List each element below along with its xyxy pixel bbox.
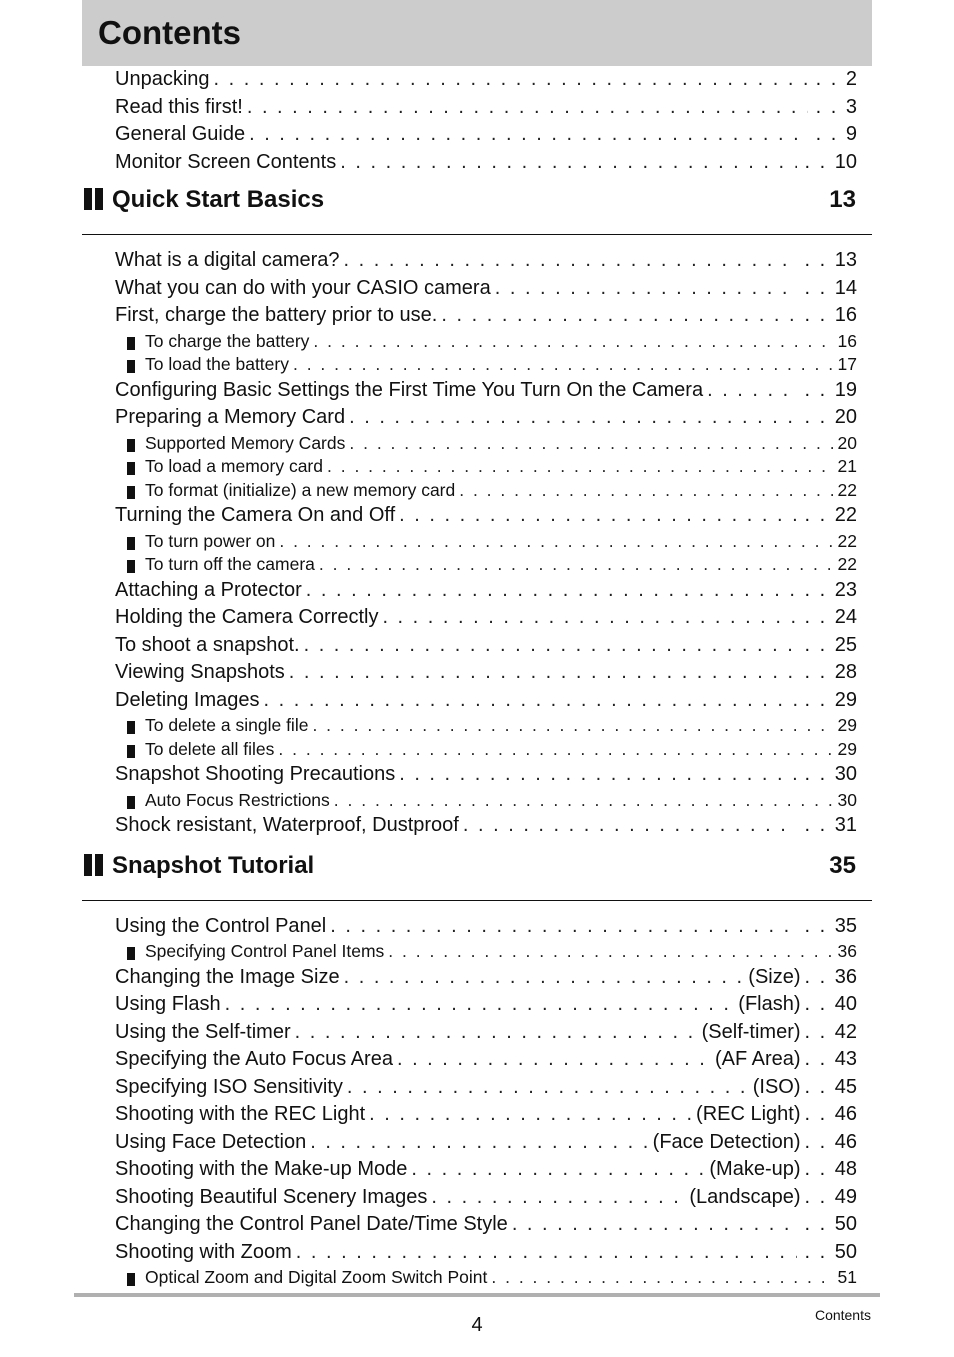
entry-tag: (ISO) <box>752 1075 801 1098</box>
entry-title: What is a digital camera? <box>115 249 340 271</box>
bullet-icon <box>127 560 135 573</box>
toc-entry[interactable] <box>115 577 857 605</box>
toc-subentry[interactable] <box>115 353 857 377</box>
dot-leader <box>463 812 797 840</box>
entry-title: Read this first! <box>115 95 243 118</box>
entry-page: 30 <box>837 789 857 810</box>
dot-leader <box>304 632 797 660</box>
entry-title: Optical Zoom and Digital Zoom Switch Point <box>145 1267 488 1287</box>
dot-leader <box>411 1156 705 1184</box>
entry-tag: (Make-up) <box>709 1158 801 1180</box>
footer-label: Contents <box>814 1307 871 1323</box>
entry-page: . . 46 <box>801 1129 857 1157</box>
page-header <box>82 0 872 66</box>
entry-title: Changing the Image Size <box>115 965 340 988</box>
entry-page: . . 2 <box>812 66 857 94</box>
bullet-icon <box>127 360 135 373</box>
entry-page: . . 29 <box>801 687 857 715</box>
toc-entry[interactable] <box>115 632 857 660</box>
entry-page: . . 14 <box>801 275 857 303</box>
dot-leader <box>289 659 797 687</box>
toc-entry[interactable] <box>115 1101 857 1129</box>
dot-leader <box>344 247 797 275</box>
entry-page: . . 48 <box>801 1156 857 1184</box>
dot-leader <box>330 913 796 941</box>
footer-rule <box>74 1293 880 1297</box>
section-marker-icon <box>84 188 104 210</box>
toc-entry[interactable] <box>115 247 857 275</box>
toc-entry[interactable] <box>115 302 857 330</box>
entry-page: . . 19 <box>801 377 857 405</box>
section-title: Snapshot Tutorial <box>112 851 315 879</box>
toc-entry[interactable] <box>115 913 857 941</box>
dot-leader <box>369 1101 692 1129</box>
entry-title: Shooting Beautiful Scenery Images <box>115 1185 428 1208</box>
dot-leader <box>214 66 808 94</box>
bullet-icon <box>127 486 135 499</box>
section-marker-icon <box>84 854 104 876</box>
toc-entry[interactable] <box>115 1156 857 1184</box>
toc-entry[interactable] <box>115 1239 857 1267</box>
entry-title: Deleting Images <box>115 688 260 711</box>
entry-title: Specifying ISO Sensitivity <box>115 1075 343 1098</box>
dot-leader <box>491 1266 833 1290</box>
entry-page: . . 23 <box>801 577 857 605</box>
toc-subentry[interactable] <box>115 553 857 577</box>
entry-title: Turning the Camera On and Off <box>115 504 396 526</box>
section-heading <box>82 842 872 901</box>
entry-page: . . 50 <box>801 1211 857 1239</box>
entry-page: 29 <box>837 715 857 735</box>
dot-leader <box>247 94 808 122</box>
entry-title: To load the battery <box>145 354 289 374</box>
dot-leader <box>319 553 834 577</box>
toc-entry[interactable] <box>115 1074 857 1102</box>
toc-subentry[interactable] <box>115 940 857 964</box>
entry-title: Using the Self-timer <box>115 1020 291 1043</box>
entry-title: Viewing Snapshots <box>115 661 285 683</box>
entry-page: . . 28 <box>801 659 857 687</box>
bullet-icon <box>127 537 135 550</box>
dot-leader <box>313 330 833 354</box>
entry-page: . . 10 <box>801 149 857 177</box>
section-page: 13 <box>829 186 856 213</box>
entry-page: . . 30 <box>801 761 857 789</box>
entry-title: Specifying Control Panel Items <box>145 941 385 961</box>
entry-title: Auto Focus Restrictions <box>145 789 330 810</box>
section-title: Quick Start Basics <box>112 186 325 213</box>
entry-title: General Guide <box>115 123 246 145</box>
entry-title: Using the Control Panel <box>115 914 327 937</box>
entry-title: Snapshot Shooting Precautions <box>115 763 396 785</box>
dot-leader <box>306 577 797 605</box>
entry-title: Shooting with Zoom <box>115 1240 292 1263</box>
dot-leader <box>459 479 833 503</box>
dot-leader <box>382 604 796 632</box>
entry-page: . . 45 <box>801 1074 857 1102</box>
bullet-icon <box>127 947 135 960</box>
entry-title: Configuring Basic Settings the First Time You Turn On the Camera <box>115 378 704 401</box>
dot-leader <box>225 991 735 1019</box>
entry-page: . . 36 <box>801 964 857 992</box>
toc-entry[interactable] <box>115 991 857 1019</box>
dot-leader <box>334 789 834 813</box>
dot-leader <box>344 964 745 992</box>
bullet-icon <box>127 721 135 734</box>
entry-page: . . 49 <box>801 1184 857 1212</box>
toc-entry[interactable] <box>115 149 857 177</box>
toc-entry[interactable] <box>115 1184 857 1212</box>
toc-entry[interactable] <box>115 1019 857 1047</box>
dot-leader <box>340 149 796 177</box>
toc-entry[interactable] <box>115 812 857 840</box>
entry-title: Using Flash <box>115 993 221 1015</box>
entry-page: . . 50 <box>801 1239 857 1267</box>
entry-page: . . 46 <box>801 1101 857 1129</box>
entry-page: . . 3 <box>812 94 857 122</box>
entry-page: 29 <box>837 738 857 759</box>
entry-page: . . 31 <box>801 812 857 840</box>
page-number: 4 <box>471 1314 483 1336</box>
entry-title: Shock resistant, Waterproof, Dustproof <box>115 814 459 836</box>
toc-subentry[interactable] <box>115 479 857 503</box>
entry-title: To shoot a snapshot. <box>115 633 300 656</box>
entry-page: 22 <box>837 554 857 574</box>
section-rule <box>82 900 872 901</box>
entry-title: What you can do with your CASIO camera <box>115 276 491 299</box>
section-heading <box>82 176 872 235</box>
entry-title: To delete a single file <box>145 715 309 735</box>
dot-leader <box>295 1019 698 1047</box>
entry-tag: (Self-timer) <box>701 1020 801 1043</box>
dot-leader <box>310 1129 648 1157</box>
entry-page: . . 9 <box>812 121 857 149</box>
entry-title: Specifying the Auto Focus Area <box>115 1048 393 1070</box>
dot-leader <box>327 455 834 479</box>
entry-title: Preparing a Memory Card <box>115 406 346 428</box>
toc-entry[interactable] <box>115 604 857 632</box>
dot-leader <box>293 353 834 377</box>
entry-title: Supported Memory Cards <box>145 432 346 453</box>
dot-leader <box>431 1184 685 1212</box>
entry-tag: (REC Light) <box>696 1103 801 1125</box>
entry-title: To load a memory card <box>145 456 323 476</box>
entry-page: 16 <box>837 330 857 351</box>
toc-entry[interactable] <box>115 502 857 530</box>
entry-page: . . 24 <box>801 604 857 632</box>
bullet-icon <box>127 337 135 350</box>
toc-subentry[interactable] <box>115 432 857 456</box>
dot-leader <box>495 275 797 303</box>
toc-entry[interactable] <box>115 761 857 789</box>
dot-leader <box>296 1239 797 1267</box>
dot-leader <box>388 940 833 964</box>
entry-page: . . 22 <box>801 502 857 530</box>
dot-leader <box>279 530 833 554</box>
dot-leader <box>399 761 796 789</box>
toc-entry[interactable] <box>115 687 857 715</box>
bullet-icon <box>127 745 135 758</box>
dot-leader <box>441 302 796 330</box>
entry-page: 22 <box>837 479 857 500</box>
dot-leader <box>349 404 796 432</box>
toc-subentry[interactable] <box>115 714 857 738</box>
section-page: 35 <box>829 851 856 879</box>
entry-page: . . 42 <box>801 1019 857 1047</box>
dot-leader <box>397 1046 711 1074</box>
toc-entry[interactable] <box>115 1046 857 1074</box>
toc-subentry[interactable] <box>115 1266 857 1290</box>
toc-entry[interactable] <box>115 404 857 432</box>
toc-subentry[interactable] <box>115 330 857 354</box>
entry-title: Holding the Camera Correctly <box>115 606 379 628</box>
entry-title: To turn off the camera <box>145 554 315 574</box>
dot-leader <box>707 377 796 405</box>
dot-leader <box>399 502 796 530</box>
toc-subentry[interactable] <box>115 455 857 479</box>
entry-tag: (Flash) <box>738 993 801 1015</box>
entry-page: . . 20 <box>801 404 857 432</box>
entry-tag: (Size) <box>748 965 801 988</box>
entry-page: 36 <box>837 941 857 961</box>
dot-leader <box>312 714 833 738</box>
entry-page: . . 40 <box>801 991 857 1019</box>
entry-title: Attaching a Protector <box>115 578 302 601</box>
entry-page: . . 16 <box>801 302 857 330</box>
toc-entry[interactable] <box>115 964 857 992</box>
toc-entry[interactable] <box>115 94 857 122</box>
entry-title: To format (initialize) a new memory card <box>145 479 456 500</box>
entry-page: 21 <box>837 456 857 476</box>
entry-title: Shooting with the Make-up Mode <box>115 1158 408 1180</box>
toc-entry[interactable] <box>115 1129 857 1157</box>
table-of-contents <box>112 66 857 1290</box>
toc-subentry[interactable] <box>115 789 857 813</box>
entry-page: . . 35 <box>801 913 857 941</box>
entry-title: Monitor Screen Contents <box>115 150 337 173</box>
toc-entry[interactable] <box>115 659 857 687</box>
entry-title: To charge the battery <box>145 330 310 351</box>
toc-entry[interactable] <box>115 66 857 94</box>
dot-leader <box>349 432 833 456</box>
dot-leader <box>278 738 833 762</box>
entry-page: . . 13 <box>801 247 857 275</box>
entry-page: 22 <box>837 530 857 551</box>
toc-entry[interactable] <box>115 275 857 303</box>
bullet-icon <box>127 1273 135 1286</box>
page-title: Contents <box>98 14 241 51</box>
entry-title: Using Face Detection <box>115 1130 307 1153</box>
entry-title: Unpacking <box>115 68 210 90</box>
bullet-icon <box>127 439 135 452</box>
entry-title: Shooting with the REC Light <box>115 1103 366 1125</box>
entry-tag: (Face Detection) <box>652 1130 801 1153</box>
entry-title: First, charge the battery prior to use. <box>115 304 438 326</box>
entry-page: 17 <box>837 354 857 374</box>
entry-tag: (Landscape) <box>689 1185 801 1208</box>
entry-page: 51 <box>837 1267 857 1287</box>
entry-tag: (AF Area) <box>714 1048 801 1070</box>
dot-leader <box>512 1211 797 1239</box>
toc-entry[interactable] <box>115 377 857 405</box>
dot-leader <box>264 687 797 715</box>
dot-leader <box>347 1074 749 1102</box>
section-rule <box>82 234 872 235</box>
entry-page: . . 25 <box>801 632 857 660</box>
toc-entry[interactable] <box>115 1211 857 1239</box>
entry-title: Changing the Control Panel Date/Time Style <box>115 1213 508 1235</box>
toc-subentry[interactable] <box>115 530 857 554</box>
toc-subentry[interactable] <box>115 738 857 762</box>
entry-page: . . 43 <box>801 1046 857 1074</box>
bullet-icon <box>127 462 135 475</box>
dot-leader <box>249 121 808 149</box>
toc-entry[interactable] <box>115 121 857 149</box>
entry-title: To delete all files <box>145 738 275 759</box>
entry-title: To turn power on <box>145 530 276 551</box>
entry-page: 20 <box>837 432 857 453</box>
bullet-icon <box>127 796 135 809</box>
